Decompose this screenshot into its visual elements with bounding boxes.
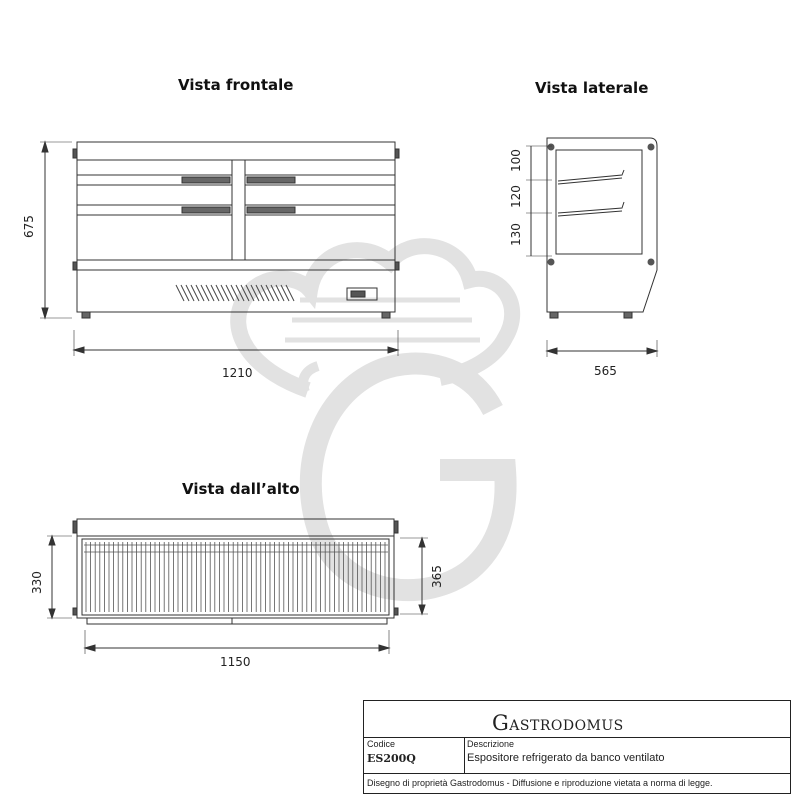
side-dimension-130: 130 bbox=[509, 223, 523, 246]
logo-initial: G bbox=[492, 711, 510, 735]
title-block bbox=[363, 700, 791, 794]
side-depth-dimension: 565 bbox=[594, 364, 617, 378]
title-block-divider bbox=[464, 737, 465, 773]
side-view bbox=[526, 138, 657, 357]
top-depth-left-dimension: 330 bbox=[30, 571, 44, 594]
logo-row bbox=[364, 701, 790, 738]
side-dimension-120: 120 bbox=[509, 185, 523, 208]
description-value: Espositore refrigerato da banco ventilato bbox=[467, 752, 665, 764]
front-width-dimension: 1210 bbox=[222, 366, 253, 380]
side-dimension-100: 100 bbox=[509, 149, 523, 172]
top-width-dimension: 1150 bbox=[220, 655, 251, 669]
front-height-dimension: 675 bbox=[22, 215, 36, 238]
logo-rest: ASTRODOMUS bbox=[509, 718, 624, 734]
top-view-grille bbox=[84, 542, 388, 612]
code-value: ES200Q bbox=[367, 752, 416, 765]
gastrodomus-logo bbox=[492, 711, 624, 735]
front-view-title: Vista frontale bbox=[178, 76, 294, 94]
code-label: Codice bbox=[367, 739, 396, 749]
description-label: Descrizione bbox=[467, 739, 515, 749]
code-description-row bbox=[364, 737, 790, 774]
top-view-title: Vista dall’alto bbox=[182, 480, 300, 498]
ownership-notice: Disegno di proprietà Gastrodomus - Diffusione e riproduzione vietata a norma di legge. bbox=[367, 778, 713, 788]
side-view-title: Vista laterale bbox=[535, 79, 649, 97]
top-view bbox=[47, 519, 428, 654]
front-view bbox=[40, 142, 399, 356]
top-depth-right-dimension: 365 bbox=[430, 565, 444, 588]
